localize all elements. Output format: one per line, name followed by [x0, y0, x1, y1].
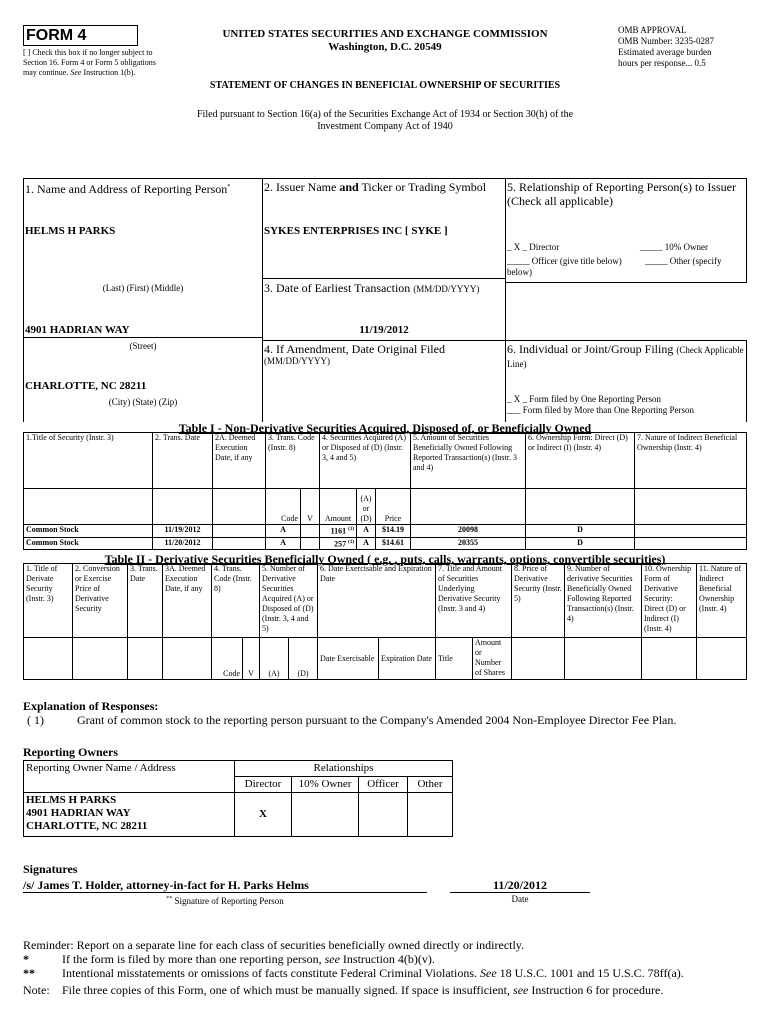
ro-col-name: Reporting Owner Name / Address: [24, 761, 235, 793]
signature-line: [23, 892, 427, 893]
officer-check: _____ Officer (give title below): [507, 256, 622, 266]
note-text: File three copies of this Form, one of which must be manually signed. If space is insufficient, see Instruction 6 for procedure.: [62, 983, 664, 997]
date-label: Date: [511, 894, 529, 904]
t2-h9: 9. Number of derivative Securities Beneficially Owned Following Reported Transaction(s) (Instr. 4): [565, 564, 642, 638]
director-check: _ X _ Director: [507, 242, 560, 252]
star1-mark: *: [23, 952, 29, 966]
t1-h3: 3. Trans. Code (Instr. 8): [266, 433, 320, 489]
table2: [23, 563, 747, 680]
star2-mark: **: [23, 966, 35, 980]
t2-sub-a: (A): [260, 638, 289, 680]
star1-text: If the form is filed by more than one reporting person, see Instruction 4(b)(v).: [62, 952, 435, 966]
box3-bottom: [262, 340, 747, 341]
form-title: FORM 4: [26, 27, 87, 44]
t1-sub-amount: Amount: [320, 489, 357, 525]
checkbox-text: [ ] Check this box if no longer subject to Section 16. Form 4 or Form 5 obligations may continue.: [23, 48, 156, 77]
omb-line-3: Estimated average burden: [618, 47, 712, 57]
table1-title: Table I - Non-Derivative Securities Acquired, Disposed of, or Beneficially Owned: [178, 421, 592, 435]
t1-h4: 4. Securities Acquired (A) or Disposed of (D) (Instr. 3, 4 and 5): [320, 433, 411, 489]
t1-h2a: 2A. Deemed Execution Date, if any: [213, 433, 266, 489]
t1-h6: 6. Ownership Form: Direct (D) or Indirect (I) (Instr. 4): [526, 433, 635, 489]
reporting-person-name: HELMS H PARKS: [25, 225, 116, 237]
box3-label: 3. Date of Earliest Transaction (MM/DD/YYYY): [264, 281, 480, 295]
ro-col-10: 10% Owner: [292, 777, 359, 793]
signature-date: 11/20/2012: [492, 878, 547, 892]
box-divider-2: [505, 178, 506, 422]
t1-sub-price: Price: [376, 489, 411, 525]
note-label: Note:: [23, 983, 50, 997]
ro-col-director: Director: [235, 777, 292, 793]
omb-line-4: hours per response... 0.5: [618, 58, 706, 68]
box6-label: 6. Individual or Joint/Group Filing (Check Applicable Line): [507, 342, 744, 369]
name-parts-label: (Last) (First) (Middle): [102, 283, 184, 293]
t2-h11: 11. Nature of Indirect Beneficial Ownership (Instr. 4): [697, 564, 747, 638]
box-top-border: [23, 178, 747, 179]
t2-sub-v: V: [243, 638, 260, 680]
box2-label: 2. Issuer Name and Ticker or Trading Symbol: [264, 180, 487, 194]
box4-format: (MM/DD/YYYY): [264, 356, 330, 366]
t2-sub-amount: Amount or Number of Shares: [473, 638, 512, 680]
signature-label: ** Signature of Reporting Person: [166, 896, 284, 906]
statement-title: STATEMENT OF CHANGES IN BENEFICIAL OWNERSHIP OF SECURITIES: [209, 80, 561, 91]
t1-h7: 7. Nature of Indirect Beneficial Ownership (Instr. 4): [635, 433, 747, 489]
filed-pursuant: [100, 109, 670, 133]
table1: [23, 432, 747, 550]
ro-col-rel: Relationships: [235, 761, 453, 777]
table-row: Common Stock 11/20/2012 A 257 $^{(1)}$ A $14.61 20355 D: [24, 537, 747, 550]
issuer-name: SYKES ENTERPRISES INC [ SYKE ]: [264, 225, 448, 237]
street-value: 4901 HADRIAN WAY: [25, 324, 130, 336]
t2-sub-title: Title: [436, 638, 473, 680]
t2-sub-expiration: Expiration Date: [379, 638, 436, 680]
filed-by-one: _ X _ Form filed by One Reporting Person: [507, 394, 661, 404]
t2-h3: 3. Trans. Date: [128, 564, 163, 638]
filed-line-2: Investment Company Act of 1940: [317, 121, 453, 132]
agency-line-1: UNITED STATES SECURITIES AND EXCHANGE COMMISSION: [222, 28, 548, 40]
star2-text: Intentional misstatements or omissions of facts constitute Federal Criminal Violations. See 18 U.S.C. 1001 and 15 U.S.C. 78ff(a).: [62, 966, 684, 980]
checkbox-instr: Instruction 1(b).: [83, 68, 136, 77]
t1-sub-v: V: [301, 489, 320, 525]
form-title-box: [23, 25, 138, 46]
date-line: [450, 892, 590, 893]
ten-pct-check: _____ 10% Owner: [640, 242, 708, 252]
city-label: (City) (State) (Zip): [108, 397, 178, 407]
city-value: CHARLOTTE, NC 28211: [25, 380, 147, 392]
t2-h8: 8. Price of Derivative Security (Instr. 5): [512, 564, 565, 638]
footnote-1-num: ( 1): [27, 713, 44, 727]
reminder: Reminder: Report on a separate line for each class of securities beneficially owned directly or indirectly.: [23, 938, 525, 952]
t2-h5: 5. Number of Derivative Securities Acquired (A) or Disposed of (D) (Instr. 3, 4 and 5): [260, 564, 318, 638]
t2-h3a: 3A. Deemed Execution Date, if any: [163, 564, 212, 638]
t2-h7: 7. Title and Amount of Securities Underlying Derivative Security (Instr. 3 and 4): [436, 564, 512, 638]
table-row: Common Stock 11/19/2012 A 1161 $^{(1)}$ A $14.19 20098 D: [24, 525, 747, 538]
box-left-border: [23, 178, 24, 422]
reporting-owners-heading: Reporting Owners: [23, 745, 118, 759]
box2-bottom: [262, 278, 506, 279]
box1-label: 1. Name and Address of Reporting Person*: [25, 182, 231, 196]
director-mark: X: [235, 793, 292, 837]
box4-label: 4. If Amendment, Date Original Filed: [264, 342, 445, 356]
t1-h5: 5. Amount of Securities Beneficially Owned Following Reported Transaction(s) (Instr. 3 and 4): [411, 433, 526, 489]
filed-by-more: ___ Form filed by More than One Reporting Person: [507, 405, 694, 415]
footnote-1-text: Grant of common stock to the reporting person pursuant to the Company's Amended 2004 Non-Employee Director Fee Plan.: [77, 713, 677, 727]
ro-col-officer: Officer: [359, 777, 408, 793]
t2-h10: 10. Ownership Form of Derivative Security: Direct (D) or Indirect (I) (Instr. 4): [642, 564, 697, 638]
checkbox-see: See: [70, 68, 82, 77]
table2-title: Table II - Derivative Securities Beneficially Owned ( e.g. , puts, calls, warrants, options, convertible securities): [104, 552, 666, 566]
t2-sub-d: (D): [289, 638, 318, 680]
box-divider-1: [262, 178, 263, 422]
street-label: (Street): [129, 341, 157, 351]
earliest-transaction-date: 11/19/2012: [359, 324, 409, 336]
signature-value: /s/ James T. Holder, attorney-in-fact for H. Parks Helms: [23, 878, 309, 892]
omb-line-2: OMB Number: 3235-0287: [618, 36, 714, 46]
table-row: HELMS H PARKS 4901 HADRIAN WAY CHARLOTTE, NC 28211 X: [24, 793, 453, 837]
checkbox-note: [23, 48, 158, 78]
omb-approval: [618, 25, 758, 69]
t2-h1: 1. Title of Derivate Security (Instr. 3): [24, 564, 73, 638]
t2-sub-exercisable: Date Exercisable: [318, 638, 379, 680]
box5-bottom: [505, 282, 747, 283]
omb-line-1: OMB APPROVAL: [618, 25, 687, 35]
agency-line-2: Washington, D.C. 20549: [328, 41, 442, 53]
filed-line-1: Filed pursuant to Section 16(a) of the Securities Exchange Act of 1934 or Section 30(h) of the: [196, 109, 574, 120]
t1-sub-code: Code: [266, 489, 301, 525]
box5-label: 5. Relationship of Reporting Person(s) to Issuer (Check all applicable): [507, 180, 736, 208]
t2-h6: 6. Date Exercisable and Expiration Date: [318, 564, 436, 638]
other-check: _____ Other (specify below): [507, 256, 722, 277]
t1-sub-aord: (A) or (D): [357, 489, 376, 525]
signatures-heading: Signatures: [23, 862, 78, 876]
t2-sub-code: Code: [212, 638, 243, 680]
explanation-heading: Explanation of Responses:: [23, 699, 159, 713]
reporting-owners-table: [23, 760, 453, 837]
street-underline: [23, 337, 263, 338]
t2-h4: 4. Trans. Code (Instr. 8): [212, 564, 260, 638]
t1-h1: 1.Title of Security (Instr. 3): [24, 433, 153, 489]
ro-col-other: Other: [408, 777, 453, 793]
t2-h2: 2. Conversion or Exercise Price of Derivative Security: [73, 564, 128, 638]
t1-h2: 2. Trans. Date: [153, 433, 213, 489]
